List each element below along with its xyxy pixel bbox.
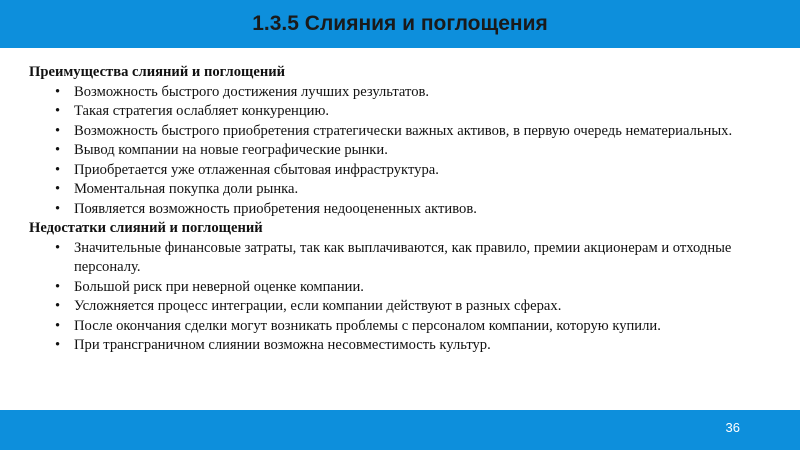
bullet-icon: •	[55, 181, 61, 197]
list-item: • Появляется возможность приобретения недооцененных активов.	[29, 200, 779, 220]
list-item: • При трансграничном слиянии возможна несовместимость культур.	[29, 336, 779, 356]
header-bar	[0, 0, 800, 48]
bullet-icon: •	[55, 122, 61, 139]
bullet-icon: •	[55, 83, 61, 100]
advantages-list	[29, 83, 779, 220]
bullet-icon: •	[55, 200, 61, 217]
list-item: • Такая стратегия ослабляет конкуренцию.	[29, 102, 779, 122]
list-item: • Возможность быстрого приобретения стратегически важных активов, в первую очередь нематериальных.	[29, 122, 779, 142]
list-item: • Значительные финансовые затраты, так как выплачиваются, как правило, премии акционерам и отходные персоналу.	[55, 239, 732, 275]
disadvantages-list	[29, 239, 779, 356]
advantages-heading: Преимущества слияний и поглощений	[29, 64, 286, 80]
bullet-icon: •	[55, 239, 61, 256]
list-item: • Приобретается уже отлаженная сбытовая инфраструктура.	[29, 161, 779, 181]
bullet-icon: •	[55, 298, 61, 314]
list-item: • После окончания сделки могут возникать проблемы с персоналом компании, которую купили.	[29, 317, 779, 337]
slide-content	[29, 63, 779, 356]
page-number: 36	[725, 420, 740, 435]
bullet-icon: •	[55, 278, 61, 295]
bullet-icon: •	[55, 142, 61, 158]
bullet-icon: •	[55, 337, 61, 353]
bullet-icon: •	[55, 103, 61, 119]
list-item: • Усложняется процесс интеграции, если компании действуют в разных сферах.	[29, 297, 779, 317]
list-item: • Большой риск при неверной оценке компании.	[29, 278, 779, 298]
list-item: • Вывод компании на новые географические рынки.	[29, 141, 779, 161]
list-item: • Возможность быстрого достижения лучших результатов.	[29, 83, 779, 103]
bullet-icon: •	[55, 317, 61, 334]
slide-title: 1.3.5 Слияния и поглощения	[252, 12, 548, 35]
bullet-icon: •	[55, 161, 61, 178]
list-item: • Моментальная покупка доли рынка.	[29, 180, 779, 200]
disadvantages-heading: Недостатки слияний и поглощений	[29, 220, 263, 236]
footer-bar	[0, 410, 800, 450]
